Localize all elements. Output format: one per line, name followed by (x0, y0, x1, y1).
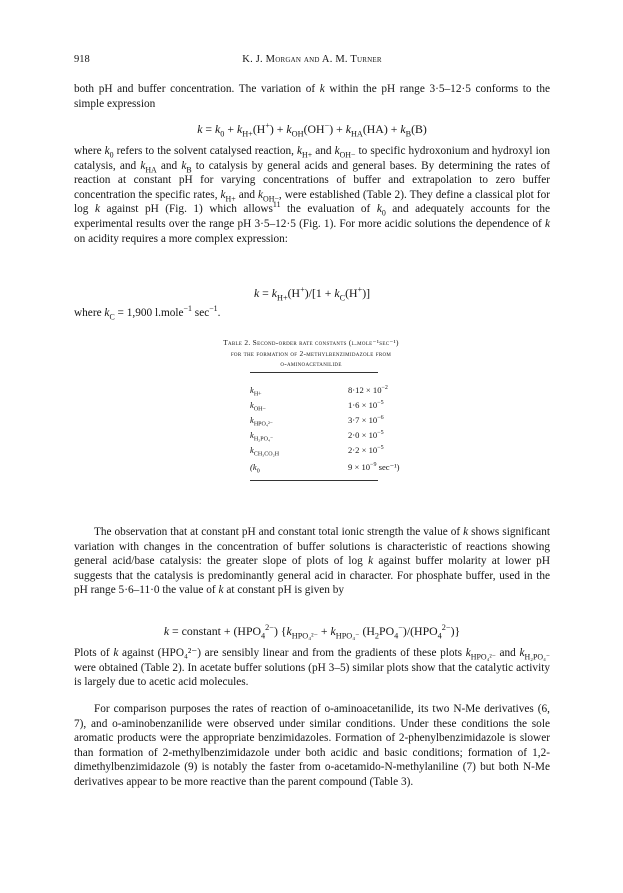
paragraph-buffer-plots: Plots of k against (HPO₄²⁻) are sensibly linear and from the gradients of these plots $k_{HPO_4^{2-}}$ and $k_{H_2PO_4^-}$ were obtained (Table 2). In acetate buffer solutions (pH 3–5) similar plots show that the catalytic activity is largely due to acetic acid molecules. (74, 647, 551, 689)
table-rule-top (250, 372, 378, 373)
rate-equation-2: $k = k_{H+}(H^+)/[1 + k_C(H^+)]$ (253, 285, 371, 303)
rate-equation-1: $k = k_0 + k_{H+}(H^+) + k_{OH}(OH^-) + k_{HA}(HA) + k_B(B)$ (197, 121, 427, 139)
table-row: ($k_0$ $9 \times 10^{-9}$ sec⁻¹) (250, 462, 400, 475)
running-header-authors: K. J. Morgan and A. M. Turner (242, 54, 382, 65)
table-row: $k_{HPO_4^{2-}}$ $3\cdot 7 \times 10^{-6}$ (250, 415, 384, 428)
running-header (74, 54, 550, 70)
table-rule-bottom (250, 480, 378, 481)
paragraph-comparison: For comparison purposes the rates of reaction of o-aminoacetanilide, its two N-Me derivatives (6, 7), and o-aminobenzanilide were observed under similar conditions. Under these conditions the sole aromatic products were the appropriate benzimidazoles. Formation of 2-phenylbenzimidazole is slower than formation of 2-methylbenzimidazole under both acidic and basic conditions; formation of 1,2-dimethylbenzimidazole (9) is notably the faster from o-acetamido-N-methylaniline (7) but both N-Me derivatives appear to be more reactive than the parent compound (Table 3). (74, 703, 550, 788)
paragraph-catalysis: The observation that at constant pH and constant total ionic strength the value of k shows significant variation with changes in the concentration of buffer solutions is characteristic of reactions showing general acid/base catalysis: the greater slope of plots of log k against buffer molarity at lower pH suggests that the catalysis is predominantly general acid in character. For phosphate buffer, used in the pH range 5·6–11·0 the value of k at constant pH is given by (74, 526, 550, 597)
paragraph-intro: both pH and buffer concentration. The variation of k within the pH range 3·5–12·5 conforms to the simple expression (74, 83, 550, 110)
paragraph-rate-terms: where $k_0$ refers to the solvent catalysed reaction, $k_{H+}$ and $k_{OH-}$ to specific hydroxonium and hydroxyl ion catalysis, and $k_{HA}$ and $k_B$ to catalysis by general acids and general bases. By determining the rates of reaction at constant pH for varying concentrations of buffer and extrapolation to zero buffer concentration the specific rates, $k_{H+}$ and $k_{OH-}$, were established (Table 2). They define a classical plot for log k against pH (Fig. 1) which allows$^{11}$ the evaluation of $k_0$ and adequately accounts for the experimental results over the range pH 3·5–12·5 (Fig. 1). For more acidic solutions the dependence of k on acidity requires a more complex expression: (74, 145, 551, 245)
table-row: $k_{H+}$ $8\cdot 12 \times 10^{-2}$ (250, 385, 388, 398)
table-row: $k_{CH_3CO_2H}$ $2\cdot 2 \times 10^{-5}$ (250, 445, 384, 458)
paragraph-kc-value: where $k_C = 1,900$ l.mole$^{-1}$ $\sec^{-1}$. (74, 304, 221, 322)
page-number: 918 (74, 54, 90, 65)
table-row: $k_{OH-}$ $1\cdot 6 \times 10^{-5}$ (250, 400, 384, 413)
table-caption: Table 2. Second-order rate constants (l.mole⁻¹sec⁻¹) for the formation of 2-methylbenzimidazole from o-aminoacetanilide (223, 338, 399, 368)
rate-equation-3: k = constant + $(HPO_4^{2-}) \{k_{HPO_4^{2-}} + k_{HPO_4^-}$ $(H_2PO_4^-)/(HPO_4^{2-})$} (163, 623, 461, 641)
table-row: $k_{H_2PO_4^-}$ $2\cdot 0 \times 10^{-5}$ (250, 430, 384, 443)
